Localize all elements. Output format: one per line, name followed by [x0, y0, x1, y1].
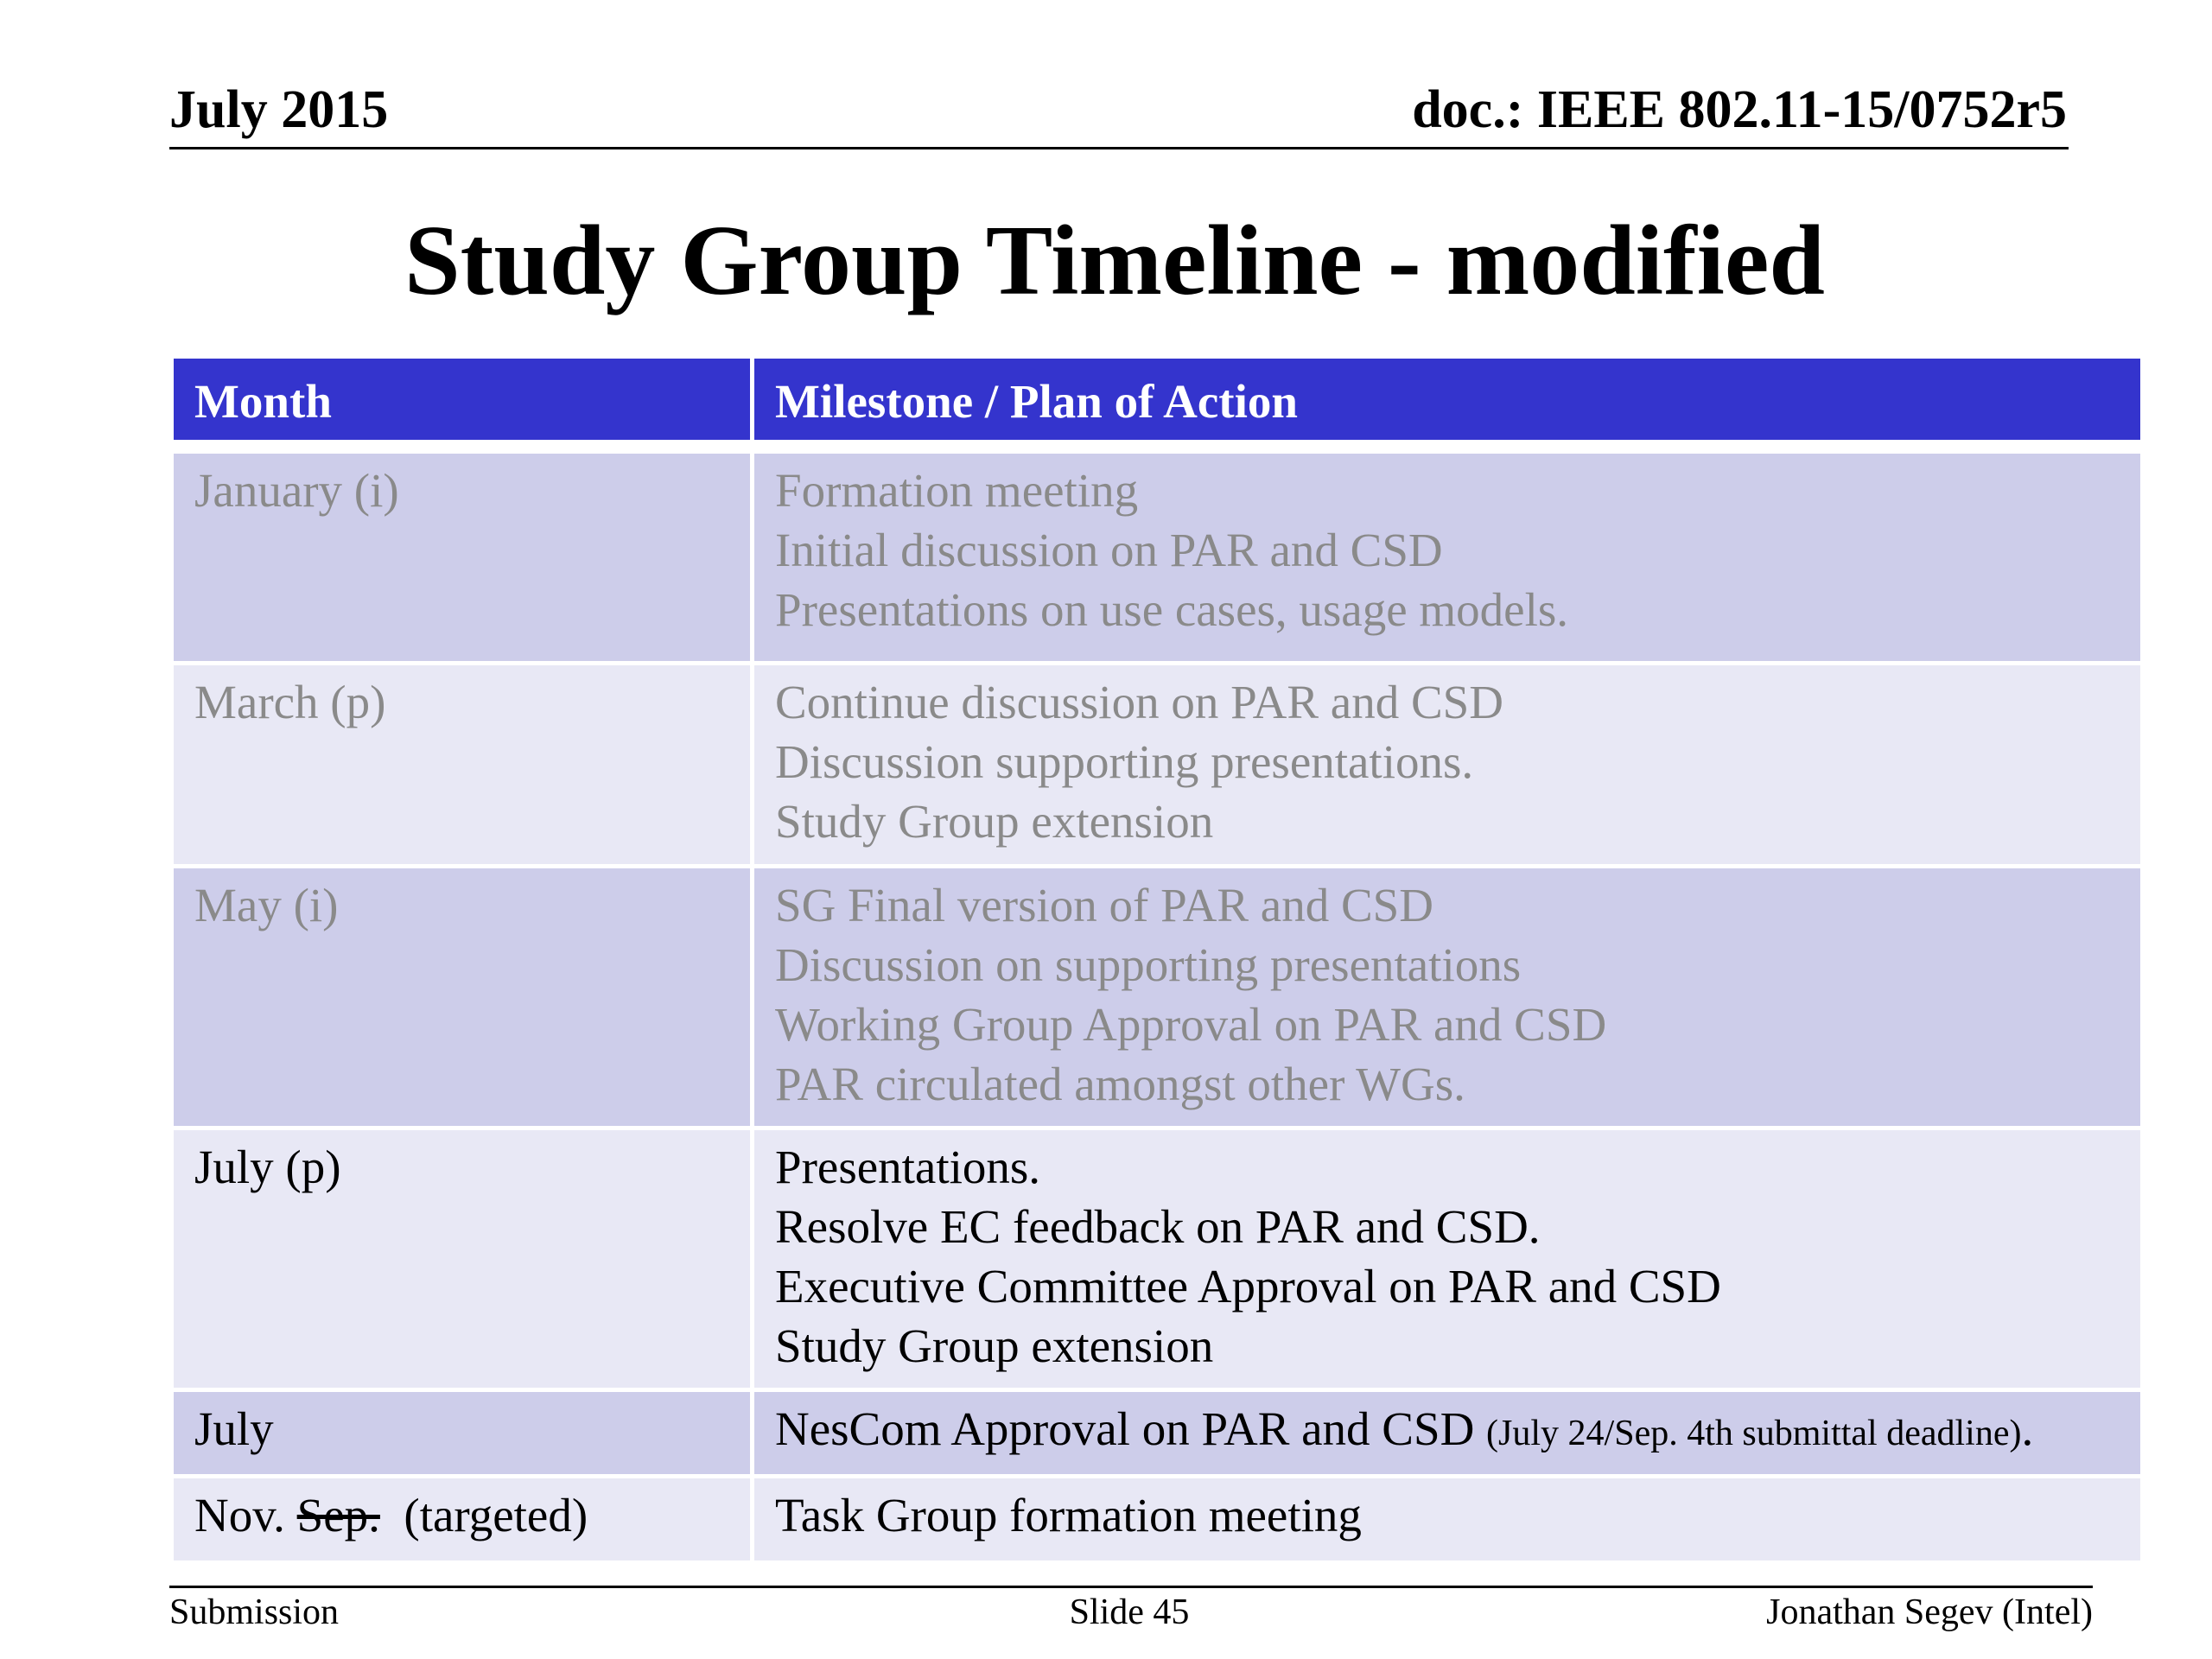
footer-rule — [169, 1586, 2093, 1588]
milestone-line: Presentations. — [775, 1140, 1041, 1193]
milestone-main: NesCom Approval on PAR and CSD — [775, 1402, 1487, 1455]
milestone-line: Continue discussion on PAR and CSD — [775, 675, 1503, 728]
table-row — [172, 1476, 2143, 1562]
table-row — [172, 866, 2143, 1128]
month-cell: July (p) — [172, 1128, 753, 1389]
milestone-line: Initial discussion on PAR and CSD — [775, 524, 1443, 576]
milestone-note: (July 24/Sep. 4th submittal deadline) — [1486, 1413, 2022, 1453]
header-doc-id: doc.: IEEE 802.11-15/0752r5 — [1412, 80, 2067, 139]
milestone-line: Working Group Approval on PAR and CSD — [775, 997, 1607, 1051]
header-milestone: Milestone / Plan of Action — [753, 357, 2143, 448]
table-row — [172, 663, 2143, 866]
table-row — [172, 1128, 2143, 1389]
month-cell: January (i) — [172, 447, 753, 663]
footer-slide-number: Slide 45 — [1069, 1592, 1190, 1632]
slide-title: Study Group Timeline - modified — [404, 206, 1825, 316]
milestone-line: Study Group extension — [775, 794, 1214, 848]
month-cell: March (p) — [172, 663, 753, 866]
milestone-line: Presentations on use cases, usage models. — [775, 583, 1569, 636]
footer-author: Jonathan Segev (Intel) — [1766, 1592, 2093, 1632]
header-rule — [169, 147, 2069, 149]
milestone-cell — [753, 1389, 2143, 1476]
month-struck: Sep. — [296, 1488, 380, 1541]
milestone-cell: Task Group formation meeting — [753, 1476, 2143, 1562]
header-month: Month — [172, 357, 753, 448]
month-cell: July — [172, 1389, 753, 1476]
milestone-line: Discussion on supporting presentations — [775, 938, 1522, 991]
milestone-line: Executive Committee Approval on PAR and CSD — [775, 1259, 1721, 1313]
table-row — [172, 447, 2143, 663]
table-header-row — [172, 357, 2143, 448]
header-date: July 2015 — [169, 80, 389, 139]
milestone-line: Resolve EC feedback on PAR and CSD. — [775, 1199, 1541, 1253]
milestone-line: Formation meeting — [775, 464, 1139, 517]
footer-submission: Submission — [169, 1592, 340, 1632]
month-cell — [172, 1476, 753, 1562]
milestone-line: Study Group extension — [775, 1319, 1214, 1372]
milestone-cell — [753, 1128, 2143, 1389]
month-cell: May (i) — [172, 866, 753, 1128]
milestone-cell — [753, 866, 2143, 1128]
timeline-table — [169, 354, 2145, 1565]
milestone-end: . — [2021, 1402, 2034, 1455]
milestone-line: Discussion supporting presentations. — [775, 734, 1474, 788]
table-row — [172, 1389, 2143, 1476]
milestone-line: PAR circulated amongst other WGs. — [775, 1057, 1465, 1110]
milestone-cell — [753, 663, 2143, 866]
month-suffix: (targeted) — [379, 1488, 588, 1541]
milestone-line: SG Final version of PAR and CSD — [775, 878, 1433, 931]
month-current: Nov. — [194, 1488, 297, 1541]
milestone-cell — [753, 447, 2143, 663]
